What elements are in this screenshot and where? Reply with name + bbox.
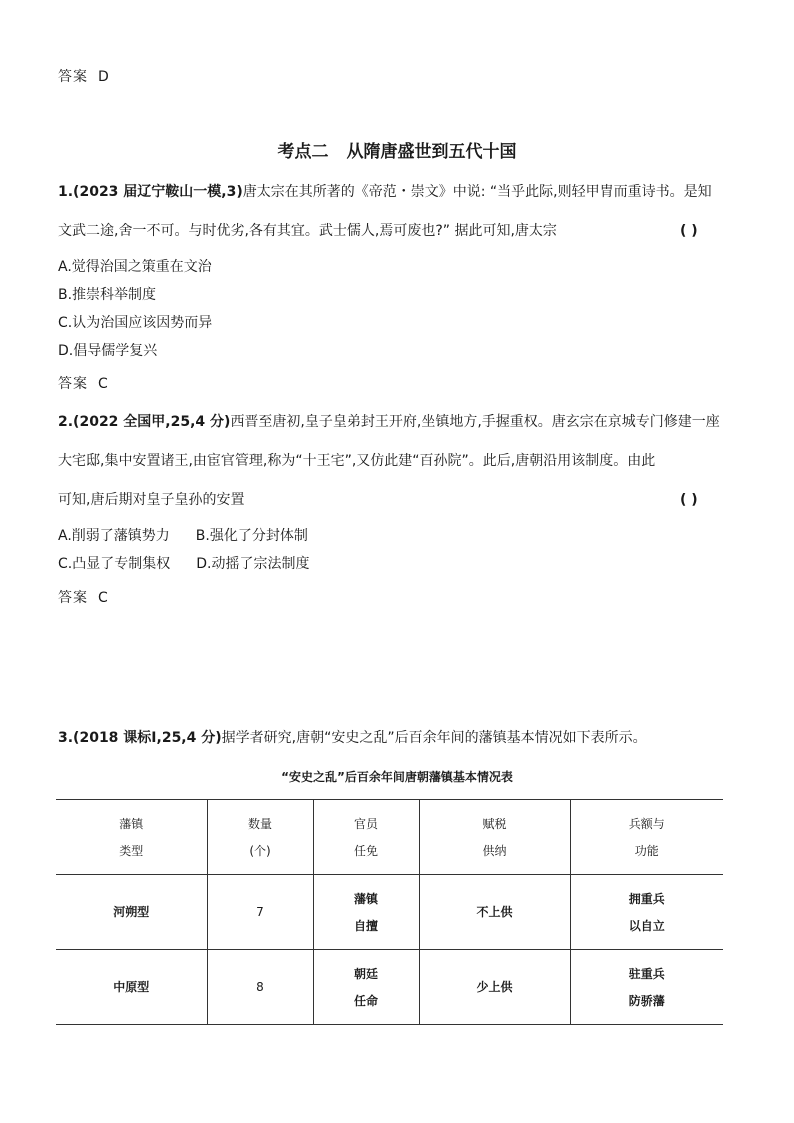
row1-officials: 藩镇 自擅 [313, 875, 419, 950]
q2-option-a: A.削弱了藩镇势力 [58, 528, 170, 544]
row2-tax: 少上供 [419, 950, 570, 1025]
row1-count: 7 [207, 875, 313, 950]
q2-option-c: C.凸显了专制集权 [58, 556, 171, 572]
q2-line-3: 可知,唐后期对皇子皇孙的安置 [58, 492, 245, 508]
section-title [0, 137, 794, 162]
q2-option-b: B.强化了分封体制 [195, 528, 308, 544]
header-type: 藩镇 类型 [56, 800, 207, 875]
q2-source: 2.(2022 全国甲,25,4 分) [58, 414, 231, 430]
answer-label: 答案 [58, 69, 88, 85]
q1-option-c: C.认为治国应该因势而异 [58, 315, 213, 331]
q1-line-1 [58, 183, 712, 201]
header-tax: 赋税 供纳 [419, 800, 570, 875]
q1-text-1: 唐太宗在其所著的《帝范・崇文》中说: “当乎此际,则轻甲胄而重诗书。是知 [242, 184, 712, 200]
fanzhen-table [56, 799, 723, 1025]
row1-troops: 拥重兵 以自立 [570, 875, 723, 950]
header-troops: 兵额与 功能 [570, 800, 723, 875]
q2-text-1: 西晋至唐初,皇子皇弟封王开府,坐镇地方,手握重权。唐玄宗在京城专门修建一座 [230, 414, 720, 430]
q1-option-d: D.倡导儒学复兴 [58, 343, 158, 359]
section-title-part2: 从隋唐盛世到五代十国 [346, 142, 517, 162]
row1-tax: 不上供 [419, 875, 570, 950]
q2-line-1 [58, 413, 720, 431]
row2-officials: 朝廷 任命 [313, 950, 419, 1025]
q1-option-a: A.觉得治国之策重在文治 [58, 259, 212, 275]
q3-source: 3.(2018 课标Ⅰ,25,4 分) [58, 730, 222, 746]
table-row [56, 875, 723, 950]
table-row [56, 950, 723, 1025]
q2-answer-paren: ( ) [680, 492, 698, 508]
table-header-row [56, 800, 723, 875]
q2-option-d: D.动摇了宗法制度 [196, 556, 310, 572]
q3-line-1 [58, 729, 647, 747]
q1-answer: 答案 C [58, 376, 109, 392]
q1-source: 1.(2023 届辽宁鞍山一模,3) [58, 184, 243, 200]
header-count: 数量 (个) [207, 800, 313, 875]
q1-line-2: 文武二途,舍一不可。与时优劣,各有其宜。武士儒人,焉可废也?” 据此可知,唐太宗 [58, 223, 557, 239]
table-title: “安史之乱”后百余年间唐朝藩镇基本情况表 [281, 770, 513, 784]
row2-count: 8 [207, 950, 313, 1025]
row2-troops: 驻重兵 防骄藩 [570, 950, 723, 1025]
header-officials: 官员 任免 [313, 800, 419, 875]
section-title-part1: 考点二 [277, 142, 329, 162]
row2-type: 中原型 [56, 950, 207, 1025]
q2-line-2: 大宅邸,集中安置诸王,由宦官管理,称为“十王宅”,又仿此建“百孙院”。此后,唐朝沿用该制度。由此 [58, 453, 656, 469]
q2-options-row-2 [58, 555, 309, 573]
q2-options-row-1 [58, 527, 308, 545]
previous-answer [58, 68, 110, 86]
q1-answer-paren: ( ) [680, 223, 698, 239]
q1-option-b: B.推崇科举制度 [58, 287, 157, 303]
q3-text: 据学者研究,唐朝“安史之乱”后百余年间的藩镇基本情况如下表所示。 [221, 730, 647, 746]
row1-type: 河朔型 [56, 875, 207, 950]
answer-value: D [98, 69, 110, 85]
q2-answer: 答案 C [58, 590, 109, 606]
